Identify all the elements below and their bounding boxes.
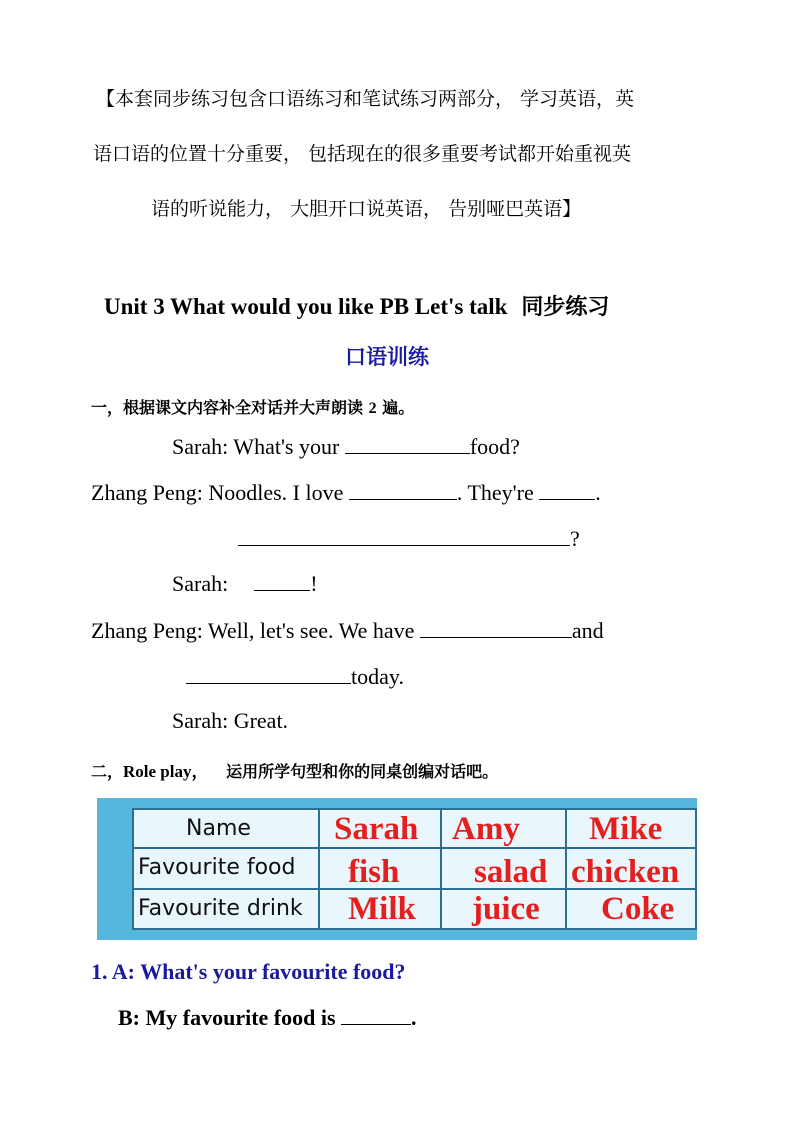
dialogue-line-5 bbox=[91, 617, 604, 644]
answer-blank[interactable] bbox=[539, 479, 595, 500]
section-2-text: 运用所学句型和你的同桌创编对话吧。 bbox=[226, 762, 499, 781]
dialogue-text: Sarah: bbox=[172, 571, 229, 596]
dialogue-line-4 bbox=[172, 570, 318, 597]
food-salad: salad bbox=[440, 847, 567, 890]
name-amy: Amy bbox=[440, 808, 567, 849]
dialogue-line-3 bbox=[238, 525, 580, 552]
dialogue-text: . bbox=[595, 480, 601, 505]
dialogue-text: . They're bbox=[456, 480, 540, 505]
dialogue-line-2 bbox=[91, 479, 601, 506]
section-1-heading bbox=[91, 395, 414, 418]
title-chinese: 同步练习 bbox=[521, 295, 610, 320]
header-favourite-drink: Favourite drink bbox=[132, 888, 320, 930]
title-english: Unit 3 What would you like PB Let's talk bbox=[104, 294, 508, 319]
dialogue-line-1 bbox=[172, 433, 520, 460]
intro-line-1: 【本套同步练习包含口语练习和笔试练习两部分， 学习英语，英 bbox=[96, 88, 635, 110]
dialogue-text: ? bbox=[570, 526, 580, 551]
intro-line-3: 语的听说能力， 大胆开口说英语， 告别哑巴英语】 bbox=[151, 198, 582, 220]
section-2-heading bbox=[91, 757, 498, 782]
role-play-table bbox=[132, 808, 697, 930]
answer-blank[interactable] bbox=[420, 617, 572, 638]
name-sarah: Sarah bbox=[318, 808, 442, 849]
dialogue-line-6 bbox=[186, 663, 404, 690]
section-2-label: Role play， bbox=[123, 762, 209, 781]
answer-blank[interactable] bbox=[345, 433, 470, 454]
answer-blank[interactable] bbox=[186, 663, 351, 684]
dialogue-text: Sarah: What's your bbox=[172, 434, 345, 459]
dialogue-text: Zhang Peng: Noodles. I love bbox=[91, 480, 349, 505]
dialogue-line-7: Sarah: Great. bbox=[172, 708, 289, 733]
question-1: 1. A: What's your favourite food? bbox=[91, 959, 406, 984]
section-1-count: 2 bbox=[368, 400, 377, 417]
section-2-number: 二， bbox=[91, 762, 124, 781]
answer-1-text: B: My favourite food is bbox=[118, 1005, 342, 1030]
answer-blank[interactable] bbox=[238, 525, 570, 546]
section-1-text: 根据课文内容补全对话并大声朗读 bbox=[123, 398, 364, 417]
drink-juice: juice bbox=[440, 888, 567, 930]
answer-1 bbox=[118, 1005, 417, 1031]
section-1-number: 一， bbox=[91, 398, 124, 417]
answer-1-end: . bbox=[411, 1005, 417, 1030]
answer-blank[interactable] bbox=[341, 1006, 411, 1025]
page-title bbox=[104, 290, 609, 321]
answer-blank[interactable] bbox=[349, 479, 457, 500]
answer-blank[interactable] bbox=[254, 570, 310, 591]
dialogue-text: Zhang Peng: Well, let's see. We have bbox=[91, 618, 420, 643]
header-favourite-food: Favourite food bbox=[132, 847, 320, 890]
name-mike: Mike bbox=[565, 808, 697, 849]
header-name: Name bbox=[132, 808, 320, 849]
food-fish: fish bbox=[318, 847, 442, 890]
dialogue-text: ! bbox=[310, 571, 318, 596]
intro-line-2: 语口语的位置十分重要， 包括现在的很多重要考试都开始重视英 bbox=[93, 143, 632, 165]
dialogue-text: food? bbox=[469, 434, 520, 459]
dialogue-text: today. bbox=[351, 664, 404, 689]
page-subtitle: 口语训练 bbox=[345, 345, 429, 369]
section-1-suffix: 遍。 bbox=[382, 398, 415, 417]
drink-coke: Coke bbox=[565, 888, 697, 930]
drink-milk: Milk bbox=[318, 888, 442, 930]
role-play-table-image bbox=[97, 798, 697, 940]
dialogue-text: and bbox=[571, 618, 604, 643]
food-chicken: chicken bbox=[565, 847, 697, 890]
